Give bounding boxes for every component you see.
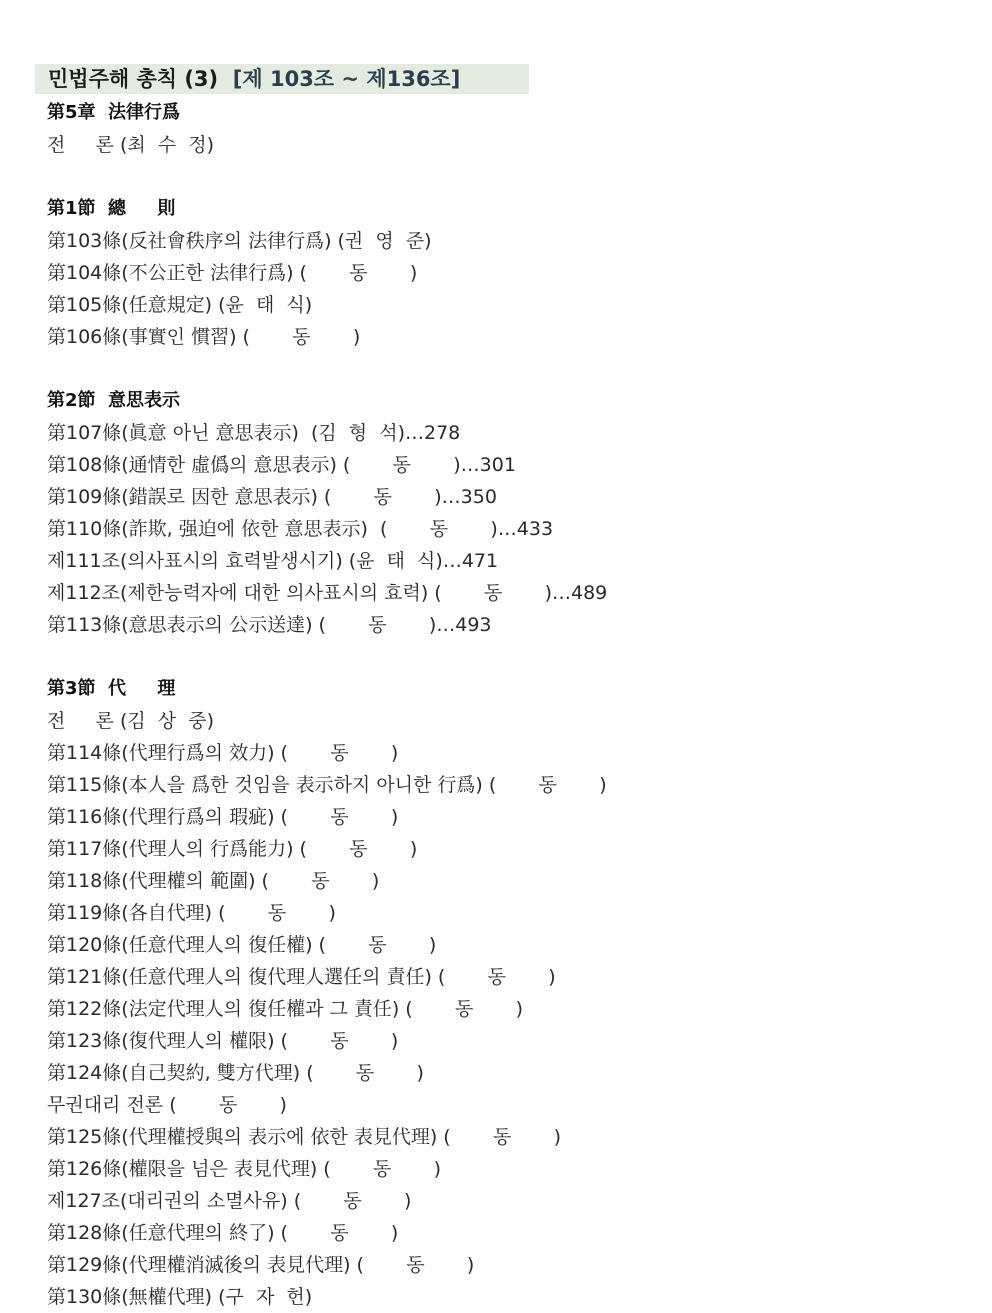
title-main: 민법주해 총칙 (3) bbox=[48, 67, 219, 91]
toc-entry: 第121條(任意代理人의 復代理人選任의 責任) ( 동 ) bbox=[47, 966, 556, 988]
toc-entry: 제112조(제한능력자에 대한 의사표시의 효력) ( 동 )…489 bbox=[47, 582, 608, 604]
toc-entry: 第120條(任意代理人의 復任權) ( 동 ) bbox=[47, 934, 437, 956]
toc-entry: 第125條(代理權授與의 表示에 依한 表見代理) ( 동 ) bbox=[47, 1126, 562, 1148]
chapter-heading: 第5章 法律行爲 bbox=[47, 102, 181, 123]
toc-entry: 第122條(法定代理人의 復任權과 그 責任) ( 동 ) bbox=[47, 998, 524, 1020]
toc-entry: 第130條(無權代理) (구 자 헌) bbox=[47, 1286, 313, 1308]
toc-entry: 第107條(眞意 아닌 意思表示) (김 형 석)…278 bbox=[47, 422, 461, 444]
toc-entry: 제111조(의사표시의 효력발생시기) (윤 태 식)…471 bbox=[47, 550, 499, 572]
toc-entry: 제127조(대리권의 소멸사유) ( 동 ) bbox=[47, 1190, 412, 1212]
toc-entry: 무권대리 전론 ( 동 ) bbox=[47, 1094, 287, 1116]
toc-entry: 第110條(詐欺, 强迫에 依한 意思表示) ( 동 )…433 bbox=[47, 518, 554, 540]
section-heading: 第3節 代 理 bbox=[47, 678, 176, 699]
toc-entry: 第108條(通情한 虛僞의 意思表示) ( 동 )…301 bbox=[47, 454, 516, 476]
toc-entry: 第129條(代理權消滅後의 表見代理) ( 동 ) bbox=[47, 1254, 475, 1276]
toc-entry: 第104條(不公正한 法律行爲) ( 동 ) bbox=[47, 262, 418, 284]
toc-entry: 第105條(任意規定) (윤 태 식) bbox=[47, 294, 313, 316]
section-heading: 第2節 意思表示 bbox=[47, 390, 181, 411]
toc-entry: 第109條(錯誤로 因한 意思表示) ( 동 )…350 bbox=[47, 486, 497, 508]
toc-entry: 第123條(復代理人의 權限) ( 동 ) bbox=[47, 1030, 399, 1052]
toc-entry: 第119條(各自代理) ( 동 ) bbox=[47, 902, 336, 924]
toc-entry: 第126條(權限을 넘은 表見代理) ( 동 ) bbox=[47, 1158, 442, 1180]
toc-entry: 第103條(反社會秩序의 法律行爲) (권 영 준) bbox=[47, 230, 432, 252]
document-title bbox=[48, 65, 460, 93]
toc-entry: 第113條(意思表示의 公示送達) ( 동 )…493 bbox=[47, 614, 492, 636]
toc-entry: 전 론 (최 수 정) bbox=[47, 134, 214, 156]
toc-entry: 第124條(自己契約, 雙方代理) ( 동 ) bbox=[47, 1062, 424, 1084]
toc-entry: 第116條(代理行爲의 瑕疵) ( 동 ) bbox=[47, 806, 399, 828]
toc-entry: 第118條(代理權의 範圍) ( 동 ) bbox=[47, 870, 380, 892]
toc-entry: 第117條(代理人의 行爲能力) ( 동 ) bbox=[47, 838, 418, 860]
toc-entry: 第115條(本人을 爲한 것임을 表示하지 아니한 行爲) ( 동 ) bbox=[47, 774, 607, 796]
toc-entry: 第114條(代理行爲의 效力) ( 동 ) bbox=[47, 742, 399, 764]
toc-entry: 第128條(任意代理의 終了) ( 동 ) bbox=[47, 1222, 399, 1244]
section-heading: 第1節 總 則 bbox=[47, 198, 176, 219]
toc-entry: 第106條(事實인 慣習) ( 동 ) bbox=[47, 326, 361, 348]
toc-entry: 전 론 (김 상 중) bbox=[47, 710, 214, 732]
title-article-range: [제 103조 ~ 제136조] bbox=[232, 67, 461, 91]
